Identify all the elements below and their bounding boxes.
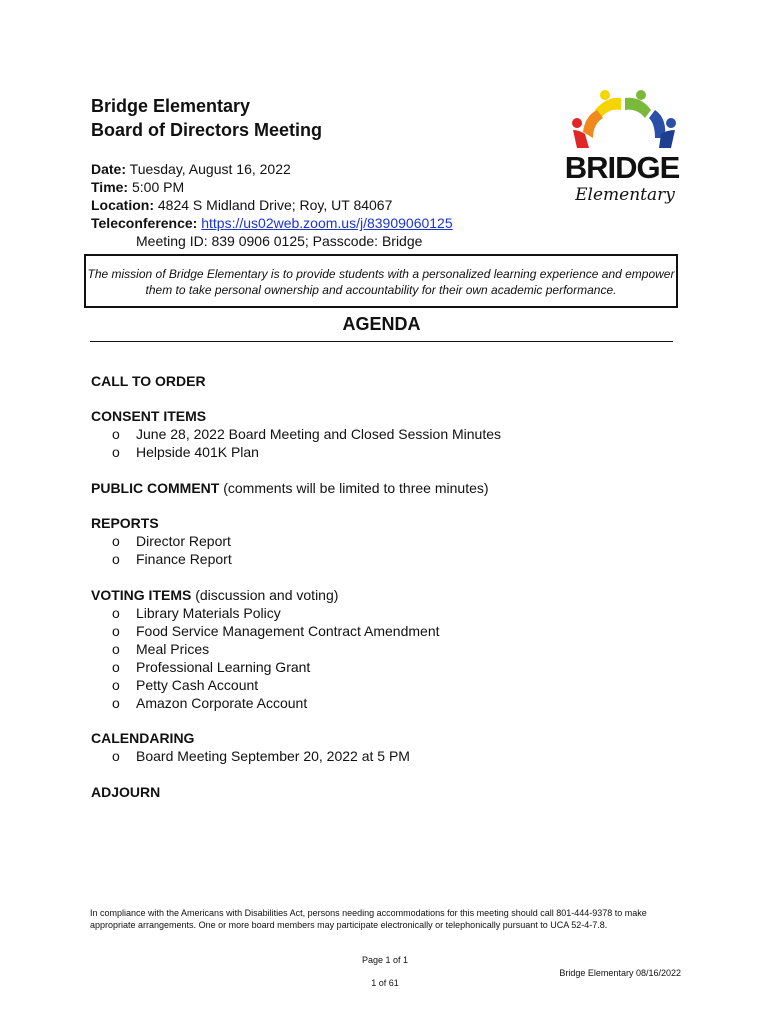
date-label: Date: <box>91 161 127 177</box>
list-item: o Food Service Management Contract Amendment <box>112 623 440 639</box>
list-item: o Meal Prices <box>112 641 210 657</box>
title-line-1: Bridge Elementary <box>91 96 251 116</box>
meeting-id: Meeting ID: 839 0906 0125; Passcode: Bridge <box>136 233 423 249</box>
voting-heading: VOTING ITEMS <box>91 587 192 603</box>
packet-page-number: 1 of 61 <box>371 978 399 988</box>
bullet-icon: o <box>112 533 120 549</box>
list-item: o Director Report <box>112 533 231 549</box>
voting-items <box>91 586 338 604</box>
bridge-logo-graphic <box>565 86 680 208</box>
time-value: 5:00 PM <box>131 179 185 195</box>
title-line-2: Board of Directors Meeting <box>91 120 323 140</box>
list-item: o Professional Learning Grant <box>112 659 311 675</box>
list-item: o Amazon Corporate Account <box>112 695 308 711</box>
location-label: Location: <box>91 197 154 213</box>
location-value: 4824 S Midland Drive; Roy, UT 84067 <box>157 197 393 213</box>
agenda-title: AGENDA <box>342 314 421 334</box>
bullet-icon: o <box>112 551 120 567</box>
meeting-date <box>91 160 291 178</box>
bullet-icon: o <box>112 695 120 711</box>
public-comment <box>91 479 489 497</box>
meeting-teleconference <box>91 214 453 232</box>
call-to-order <box>91 372 206 390</box>
reports-heading: REPORTS <box>91 515 159 531</box>
voting-note: (discussion and voting) <box>191 587 339 603</box>
public-comment-note: (comments will be limited to three minutes) <box>219 480 489 496</box>
adjourn-heading: ADJOURN <box>91 784 161 800</box>
call-to-order-heading: CALL TO ORDER <box>91 373 206 389</box>
bullet-icon: o <box>112 748 120 764</box>
list-item: o June 28, 2022 Board Meeting and Closed Session Minutes <box>112 426 502 442</box>
agenda-divider <box>90 341 673 342</box>
teleconference-link[interactable]: https://us02web.zoom.us/j/83909060125 <box>201 215 453 231</box>
teleconference-label: Teleconference: <box>91 215 198 231</box>
logo-script: Elementary <box>575 185 675 205</box>
bullet-icon: o <box>112 659 120 675</box>
ada-notice: In compliance with the Americans with Disabilities Act, persons needing accommodations for this meeting should call 801-444-9378 to make appropriate arrangements. One or more board members may participate electronically or telephonically pursuant to UCA 52-4-7.8. <box>90 908 647 930</box>
list-item: o Helpside 401K Plan <box>112 444 259 460</box>
list-item: o Library Materials Policy <box>112 605 281 621</box>
public-comment-heading: PUBLIC COMMENT <box>91 480 220 496</box>
date-value: Tuesday, August 16, 2022 <box>129 161 291 177</box>
bullet-icon: o <box>112 444 120 460</box>
list-item: o Finance Report <box>112 551 232 567</box>
bullet-icon: o <box>112 641 120 657</box>
adjourn <box>91 783 160 801</box>
bullet-icon: o <box>112 677 120 693</box>
bullet-icon: o <box>112 623 120 639</box>
calendaring-heading: CALENDARING <box>91 730 195 746</box>
time-label: Time: <box>91 179 129 195</box>
page-label: Page 1 of 1 <box>361 955 409 965</box>
bullet-icon: o <box>112 605 120 621</box>
logo-word: BRIDGE <box>565 150 680 185</box>
list-item: o Board Meeting September 20, 2022 at 5 PM <box>112 748 410 764</box>
consent-heading: CONSENT ITEMS <box>91 408 207 424</box>
meeting-time <box>91 178 184 196</box>
doc-reference: Bridge Elementary 08/16/2022 <box>559 968 681 978</box>
meeting-location <box>91 196 392 214</box>
bullet-icon: o <box>112 426 120 442</box>
mission-statement: The mission of Bridge Elementary is to provide students with a personalized learning experience and empower them to take personal ownership and accountability for their own academic performance. <box>84 254 678 308</box>
bridge-logo <box>565 86 680 208</box>
list-item: o Petty Cash Account <box>112 677 259 693</box>
